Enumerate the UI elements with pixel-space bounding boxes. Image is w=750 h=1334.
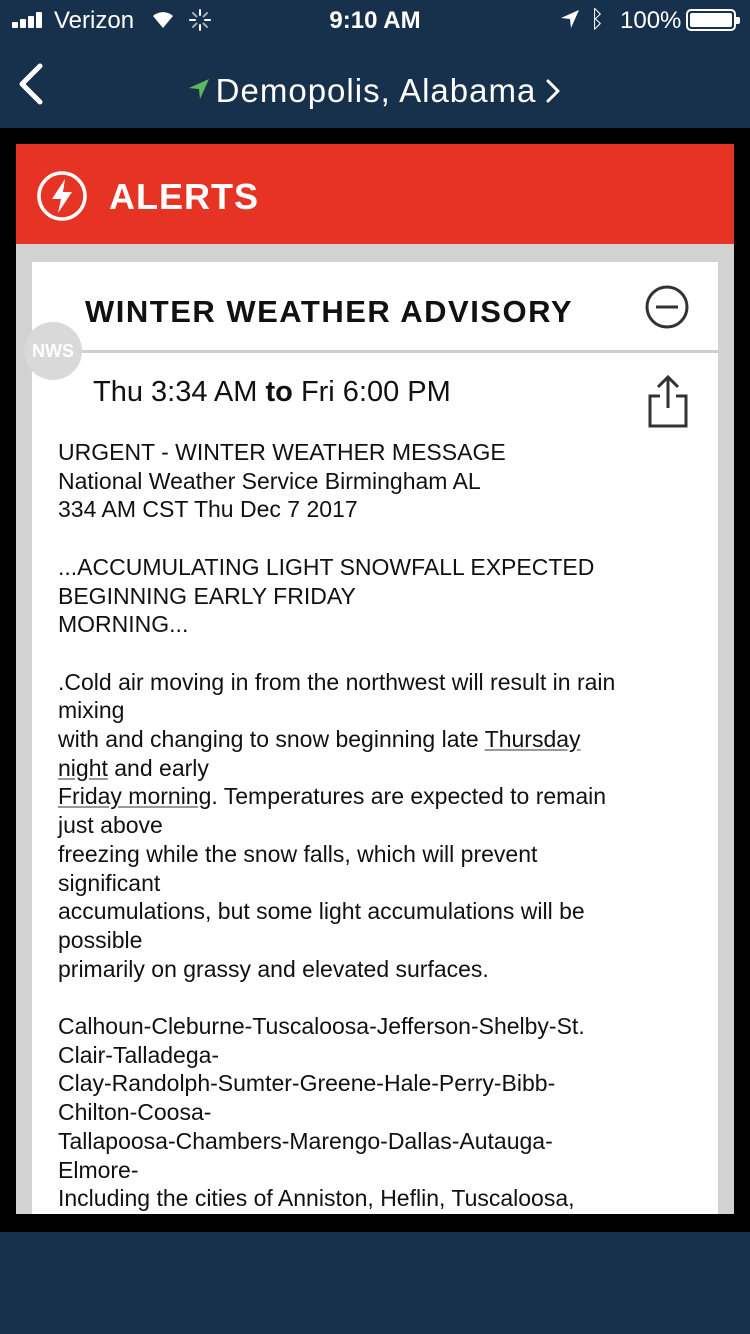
alert-time-range (93, 376, 451, 409)
carrier-name: Verizon (54, 7, 135, 34)
header-divider (32, 350, 718, 353)
status-time: 9:10 AM (329, 7, 421, 34)
synopsis-text: .Cold air moving in from the northwest will result in rain mixing with and changing to snow beginning late (58, 668, 616, 753)
bluetooth-icon: ᛒ (590, 6, 605, 33)
date-link-thursday-night[interactable]: Thursday night (58, 726, 581, 781)
nws-badge: NWS (24, 322, 82, 380)
alert-paragraph-header: URGENT - WINTER WEATHER MESSAGE National Weather Service Birmingham AL 334 AM CST Thu Dec 7 2017 (58, 439, 506, 523)
date-link-friday-morning[interactable]: Friday morning (58, 783, 212, 810)
synopsis-text: and early (114, 754, 209, 781)
alert-title: WINTER WEATHER ADVISORY (85, 294, 574, 329)
synopsis-text: . Temperatures are expected to remain just above freezing while the snow falls, which will prevent significant accumulations, but some light accumulations will be possible primarily on grassy and elevated surfaces. (58, 783, 607, 982)
alert-paragraph-synopsis (58, 669, 615, 982)
location-selector[interactable] (0, 72, 750, 110)
location-name: Demopolis, Alabama (215, 72, 537, 109)
alerts-title: ALERTS (109, 176, 259, 217)
alert-paragraph-counties: Calhoun-Cleburne-Tuscaloosa-Jefferson-Shelby-St. Clair-Talladega- Clay-Randolph-Sumter-Greene-Hale-Perry-Bibb- Chilton-Coosa- Tallapoosa-Chambers-Marengo-Dallas-Autauga- Elmore- Including the cities of Anniston, Heflin, Tuscaloosa, (58, 1013, 585, 1212)
top-bar (0, 0, 750, 128)
status-bar (0, 0, 750, 40)
battery-percent: 100% (620, 7, 682, 34)
battery-icon (686, 9, 736, 31)
alerts-header (16, 144, 734, 244)
alert-paragraph-headline: ...ACCUMULATING LIGHT SNOWFALL EXPECTED BEGINNING EARLY FRIDAY MORNING... (58, 553, 595, 638)
bottom-bar (0, 1232, 750, 1334)
share-icon[interactable] (646, 374, 690, 428)
collapse-minus-icon[interactable] (644, 284, 690, 330)
alert-start-time: Thu 3:34 AM (93, 376, 258, 408)
alert-end-time: Fri 6:00 PM (300, 376, 451, 408)
location-arrow-icon (188, 78, 210, 100)
alert-card (32, 262, 718, 1214)
alerts-panel (16, 144, 734, 1214)
time-range-separator: to (265, 376, 293, 408)
alert-body (58, 438, 698, 1213)
chevron-right-icon (544, 78, 562, 104)
lightning-bolt-icon (36, 170, 88, 222)
location-services-icon (560, 9, 580, 29)
